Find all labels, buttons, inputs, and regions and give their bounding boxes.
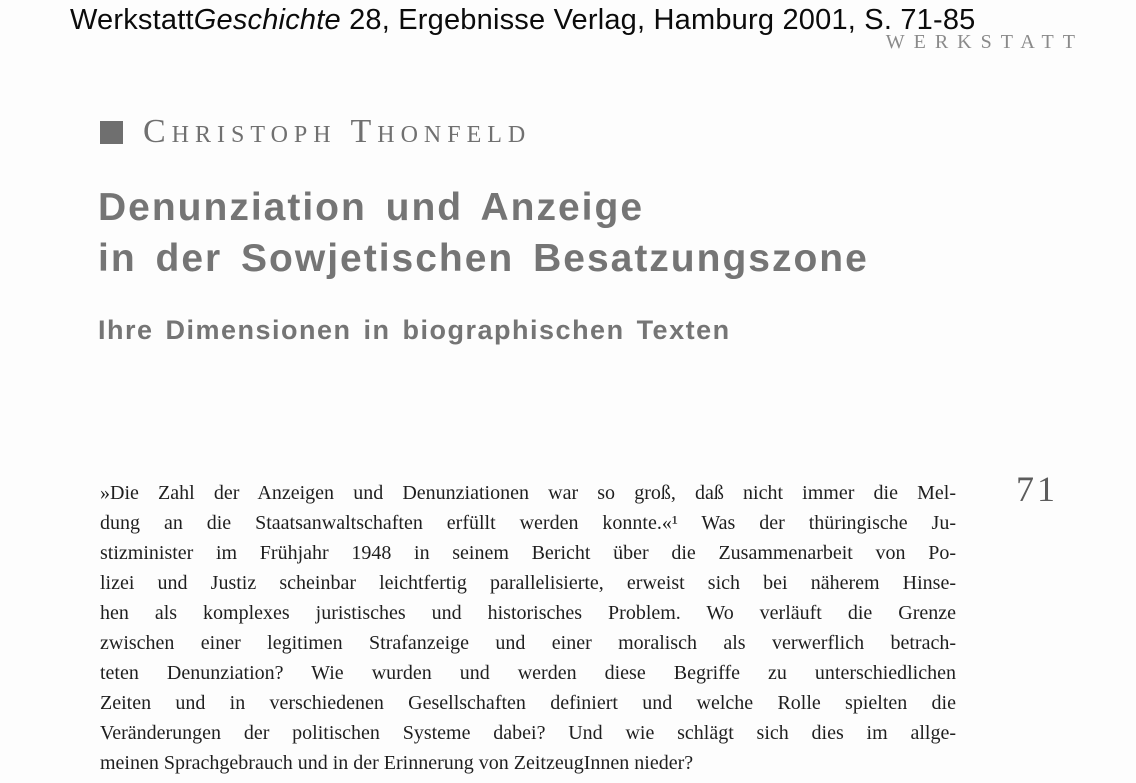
article-title — [98, 182, 869, 284]
body-line: lizei und Justiz scheinbar leichtfertig parallelisierte, erweist sich bei näherem Hinse- — [100, 572, 956, 594]
body-line: »Die Zahl der Anzeigen und Denunziationen war so groß, daß nicht immer die Mel- — [100, 482, 956, 504]
author-name: Christoph Thonfeld — [143, 113, 532, 150]
citation-header — [70, 4, 976, 37]
body-line: teten Denunziation? Wie wurden und werden diese Begriffe zu unterschiedlichen — [100, 662, 956, 684]
body-paragraph — [100, 478, 956, 778]
body-line: hen als komplexes juristisches und historisches Problem. Wo verläuft die Grenze — [100, 602, 956, 624]
article-title-line1: Denunziation und Anzeige — [98, 186, 645, 229]
square-bullet-icon — [100, 121, 123, 144]
body-line: Veränderungen der politischen Systeme dabei? Und wie schlägt sich dies im allge- — [100, 722, 956, 744]
article-title-line2: in der Sowjetischen Besatzungszone — [98, 237, 869, 280]
citation-journal-name: Werkstatt — [70, 4, 194, 36]
body-line: zwischen einer legitimen Strafanzeige und einer moralisch als verwerflich betrach- — [100, 632, 956, 654]
article-subtitle: Ihre Dimensionen in biographischen Texten — [98, 315, 731, 345]
journal-mark: WERKSTATT — [885, 31, 1084, 53]
body-line: stizminister im Frühjahr 1948 in seinem Bericht über die Zusammenarbeit von Po- — [100, 542, 956, 564]
body-line: meinen Sprachgebrauch und in der Erinnerung von ZeitzeugInnen nieder? — [100, 752, 694, 774]
page-number: 71 — [1016, 469, 1058, 509]
body-line: Zeiten und in verschiedenen Gesellschaften definiert und welche Rolle spielten die — [100, 692, 956, 714]
author-row — [100, 112, 531, 153]
body-line: dung an die Staatsanwaltschaften erfüllt werden konnte.«¹ Was der thüringische Ju- — [100, 512, 956, 534]
citation-journal-name-italic: Geschichte — [193, 4, 341, 36]
citation-issue-info: 28, Ergebnisse Verlag, Hamburg 2001, S. 71-85 — [340, 4, 976, 36]
